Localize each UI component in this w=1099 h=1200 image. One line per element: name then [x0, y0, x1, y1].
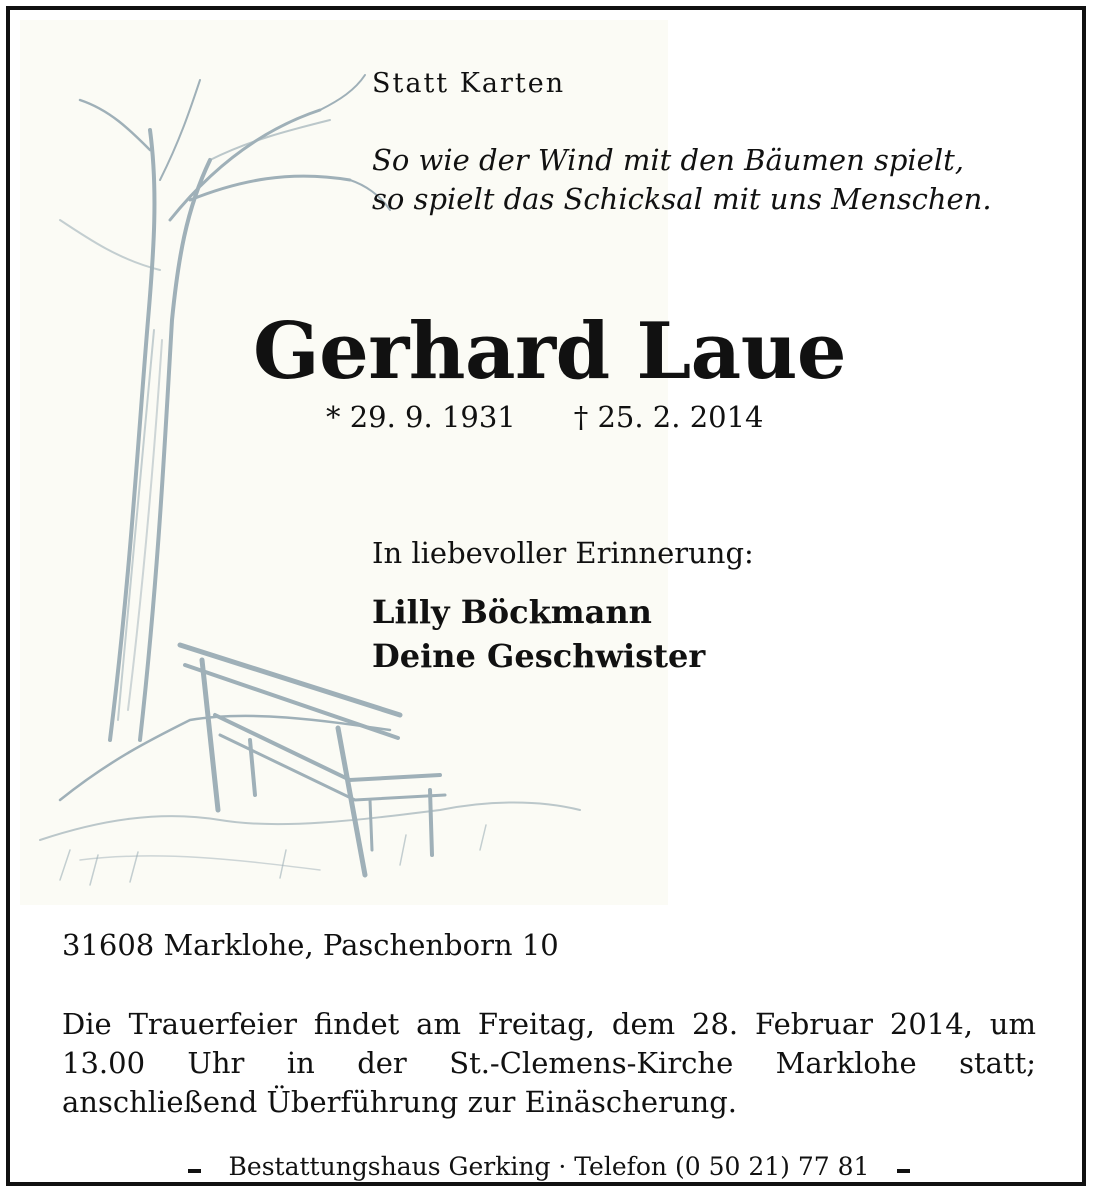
mourner-name: Deine Geschwister [372, 637, 706, 675]
death-date: † 25. 2. 2014 [573, 400, 764, 434]
deceased-name: Gerhard Laue [252, 306, 847, 397]
mourner-names [372, 590, 705, 678]
statt-karten-label: Statt Karten [372, 68, 566, 99]
address-line: 31608 Marklohe, Paschenborn 10 [62, 928, 559, 962]
memorial-quote [372, 141, 992, 219]
funeral-home-contact: Bestattungshaus Gerking · Telefon (0 50 21) 77 81 [201, 1152, 897, 1181]
quote-line-2: so spielt das Schicksal mit uns Menschen. [372, 182, 992, 216]
mourner-name: Lilly Böckmann [372, 593, 652, 631]
life-dates [326, 400, 764, 434]
memory-intro: In liebevoller Erinnerung: [372, 536, 754, 570]
birth-date: * 29. 9. 1931 [326, 400, 516, 434]
funeral-home-footer [188, 1152, 910, 1181]
quote-line-1: So wie der Wind mit den Bäumen spielt, [372, 143, 964, 177]
funeral-service-text: Die Trauerfeier findet am Freitag, dem 28. Februar 2014, um 13.00 Uhr in der St.-Clemens-Kirche Marklohe statt; anschließend Überführung zur Einäscherung. [62, 1007, 1036, 1119]
